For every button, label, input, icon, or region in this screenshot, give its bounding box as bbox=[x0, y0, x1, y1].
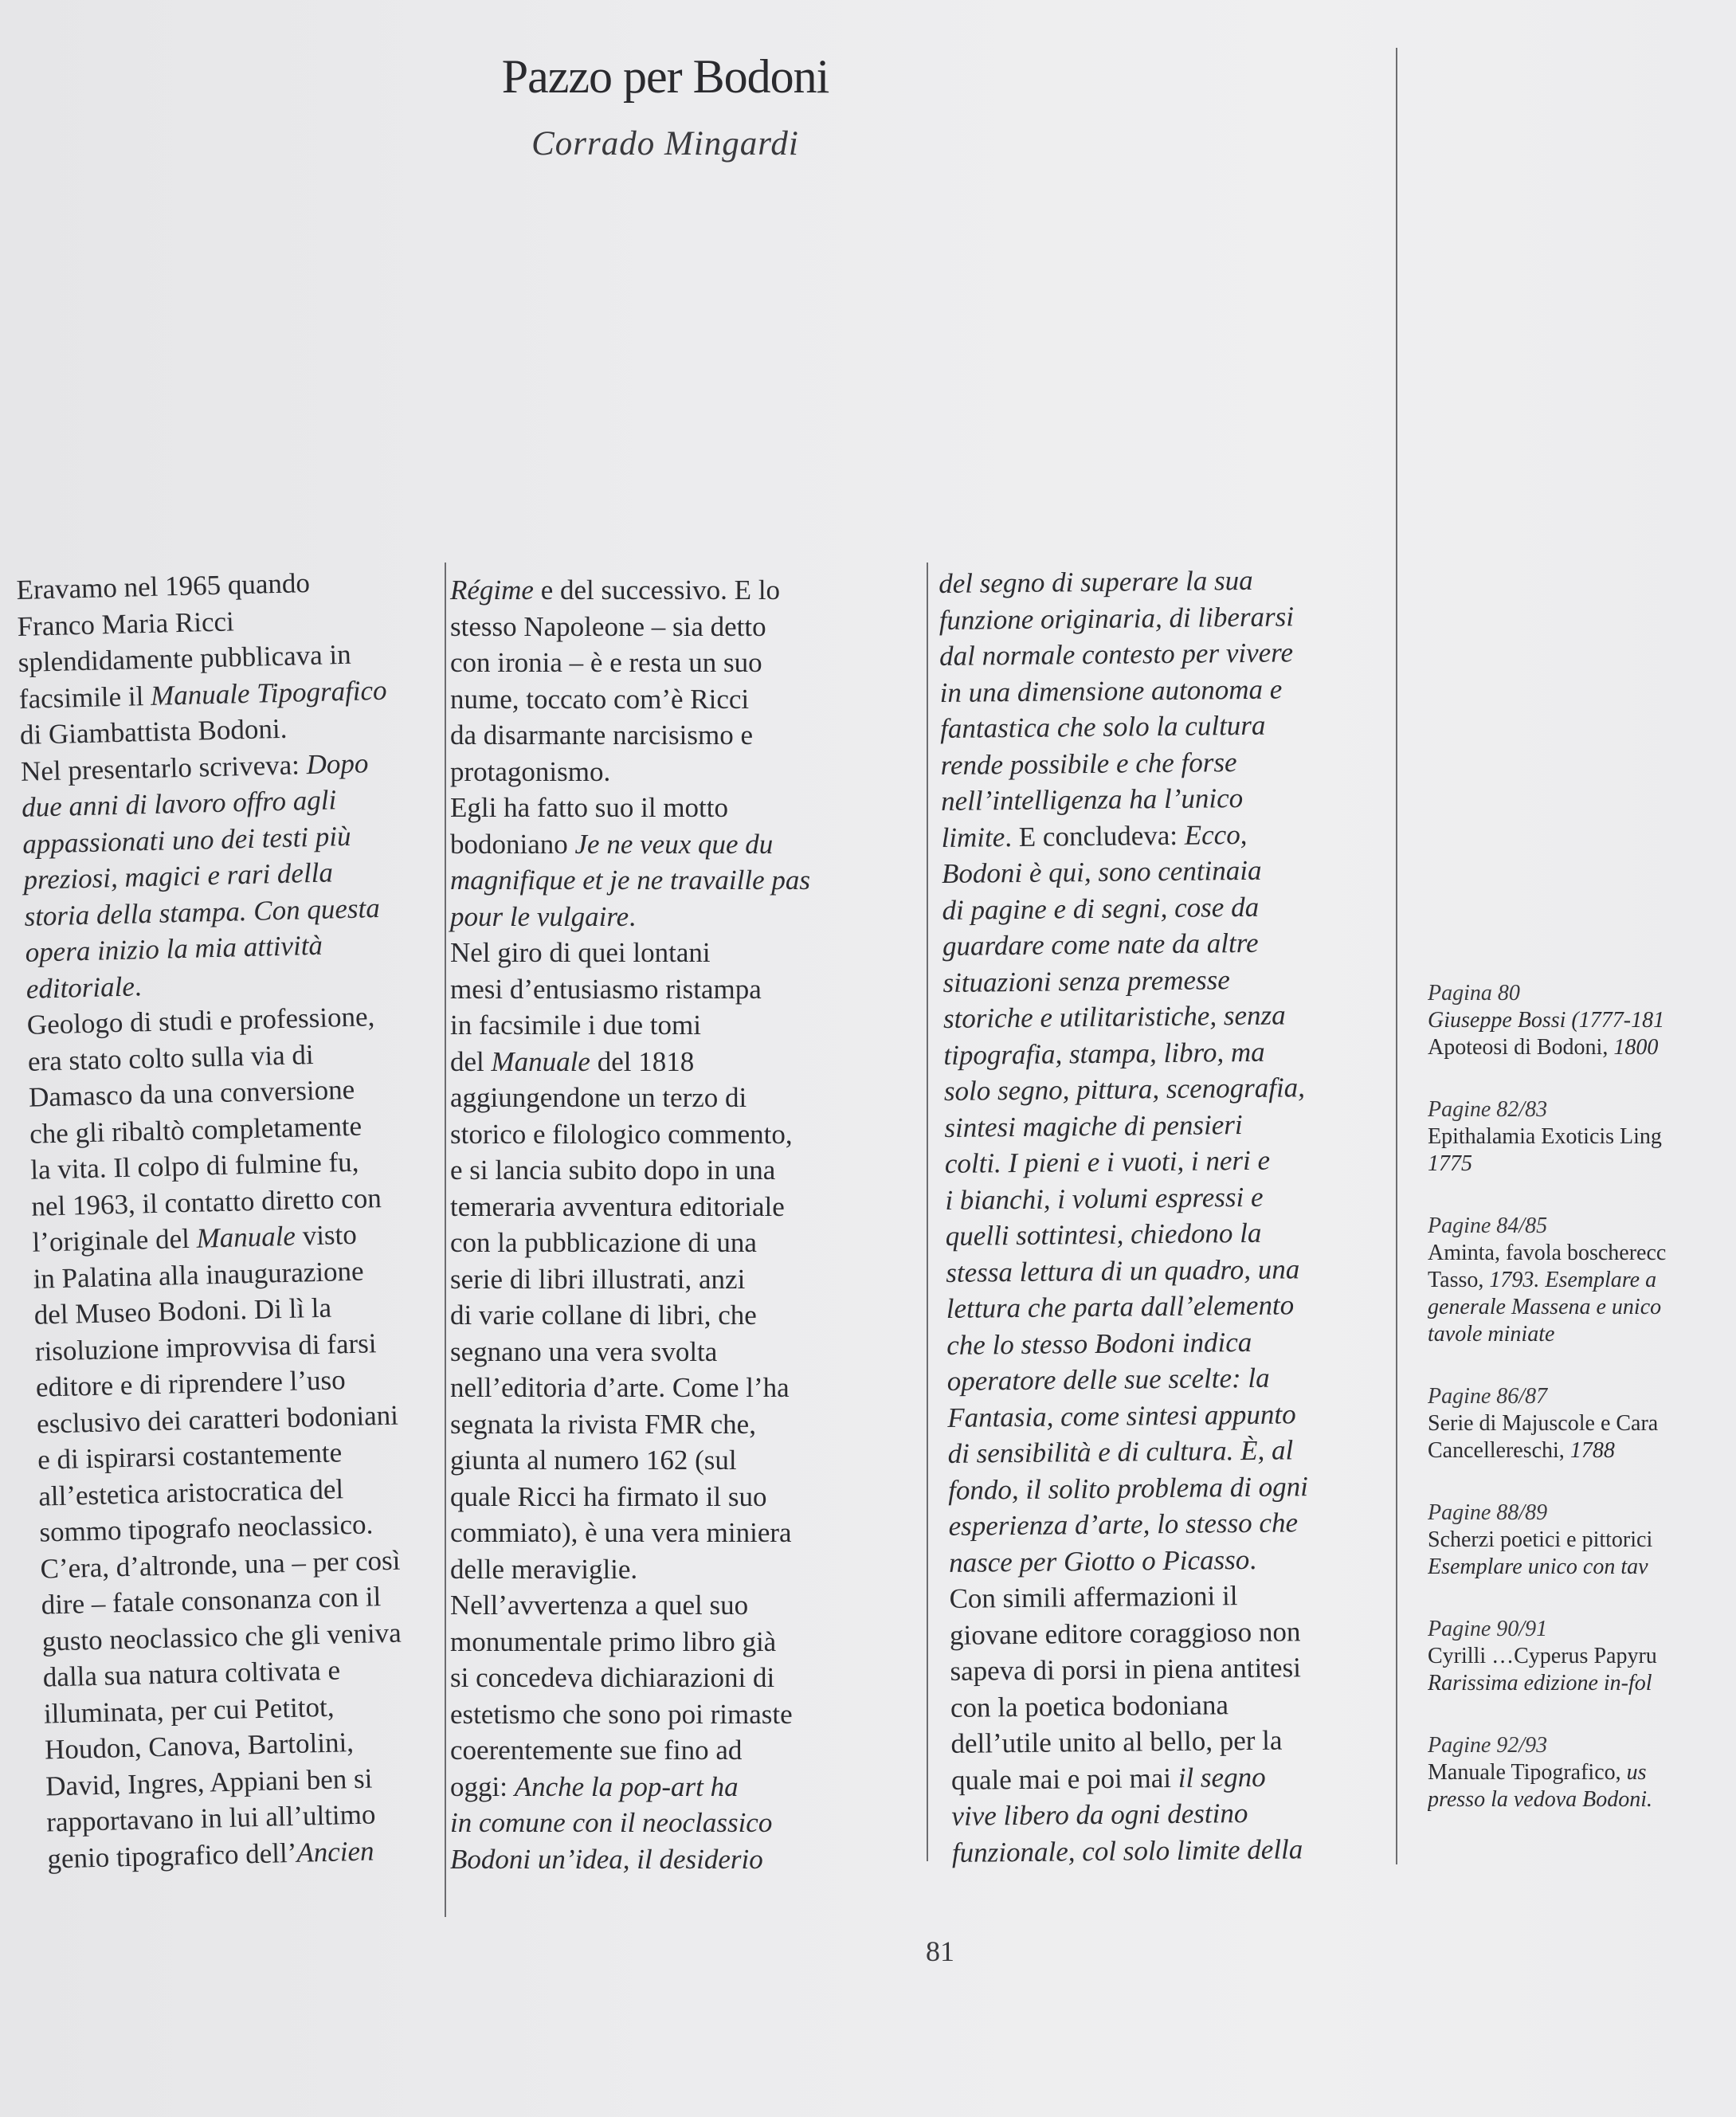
column-divider-right bbox=[1396, 48, 1397, 1864]
text-run: 1788 bbox=[1569, 1438, 1615, 1463]
text-run: sapeva di porsi in piena antitesi bbox=[950, 1652, 1302, 1687]
text-run: generale Massena e unico bbox=[1428, 1295, 1662, 1319]
text-run: stessa lettura di un quadro, una bbox=[946, 1253, 1300, 1288]
text-run: aggiungendone un terzo di bbox=[450, 1082, 747, 1113]
text-run: funzionale, col solo limite della bbox=[951, 1833, 1303, 1868]
text-run: e di ispirarsi costantemente bbox=[37, 1437, 343, 1476]
text-line bbox=[450, 790, 810, 826]
text-line bbox=[450, 1152, 810, 1189]
text-run: presso la vedova Bodoni. bbox=[1428, 1787, 1653, 1812]
text-run: Manuale bbox=[491, 1045, 590, 1077]
text-run: Régime bbox=[450, 574, 534, 606]
text-line bbox=[450, 862, 810, 899]
text-column-3 bbox=[939, 562, 1313, 1871]
text-line bbox=[450, 1515, 810, 1551]
text-line bbox=[450, 1007, 810, 1044]
caption-line bbox=[1428, 1267, 1736, 1294]
caption-line bbox=[1428, 1554, 1736, 1581]
text-run: Aminta, favola boscherecc bbox=[1428, 1241, 1667, 1265]
text-run: splendidamente pubblicava in bbox=[18, 638, 352, 678]
text-run: appassionati uno dei testi più bbox=[22, 820, 351, 860]
caption-line bbox=[1428, 1007, 1736, 1034]
text-run: dire – fatale consonanza con il bbox=[41, 1581, 382, 1621]
text-run: Geologo di studi e professione, bbox=[26, 1001, 375, 1041]
text-run: pour le vulgaire bbox=[450, 900, 629, 932]
text-line bbox=[450, 1805, 810, 1841]
text-run: Dopo bbox=[306, 747, 369, 780]
text-line bbox=[450, 971, 810, 1008]
text-line bbox=[450, 899, 810, 935]
text-line bbox=[940, 707, 1302, 747]
text-run: storico e filologico commento, bbox=[450, 1118, 793, 1150]
text-run: stesso Napoleone – sia detto bbox=[450, 610, 766, 642]
text-line bbox=[946, 1251, 1307, 1291]
text-run: . bbox=[134, 970, 143, 1002]
caption-line bbox=[1428, 1240, 1736, 1267]
text-run: magnifique et je ne travaille pas bbox=[450, 864, 810, 896]
text-line bbox=[950, 1649, 1311, 1689]
text-run: di sensibilità e di cultura. È, al bbox=[947, 1434, 1294, 1469]
text-line bbox=[943, 1033, 1305, 1073]
text-line bbox=[450, 1696, 810, 1733]
text-run: nell’intelligenza ha l’unico bbox=[940, 782, 1244, 817]
caption-block bbox=[1428, 1383, 1736, 1464]
text-run: fondo, il solito problema di ogni bbox=[947, 1470, 1309, 1506]
caption-block bbox=[1428, 1213, 1736, 1348]
text-line bbox=[939, 634, 1301, 674]
text-run: Ancien bbox=[296, 1835, 374, 1868]
text-run: giunta al numero 162 (sul bbox=[450, 1445, 737, 1476]
text-line bbox=[947, 1396, 1309, 1436]
text-run: del segno di superare la sua bbox=[939, 564, 1253, 599]
text-run: visto bbox=[295, 1218, 358, 1252]
caption-line bbox=[1428, 1294, 1736, 1321]
caption-line bbox=[1428, 1670, 1736, 1697]
caption-line bbox=[1428, 1410, 1736, 1437]
text-run: i bianchi, i volumi espressi e bbox=[945, 1181, 1264, 1216]
text-line bbox=[942, 961, 1304, 1001]
text-run: Con simili affermazioni il bbox=[949, 1580, 1238, 1614]
text-line bbox=[949, 1541, 1311, 1581]
caption-block bbox=[1428, 1096, 1736, 1178]
text-line bbox=[450, 1044, 810, 1080]
text-run: funzione originaria, di liberarsi bbox=[939, 600, 1295, 636]
text-run: in una dimensione autonoma e bbox=[939, 672, 1283, 708]
text-line bbox=[944, 1069, 1306, 1109]
caption-line bbox=[1428, 1437, 1736, 1464]
text-line bbox=[450, 1769, 810, 1805]
text-line bbox=[946, 1323, 1308, 1363]
text-run: in facsimile i due tomi bbox=[450, 1009, 701, 1041]
text-line bbox=[946, 1359, 1308, 1399]
text-line bbox=[450, 935, 810, 971]
caption-page-ref: Pagine 86/87 bbox=[1428, 1384, 1548, 1409]
caption-block bbox=[1428, 1732, 1736, 1813]
text-run: con la pubblicazione di una bbox=[450, 1227, 757, 1258]
text-run: facsimile il bbox=[18, 680, 151, 715]
text-run: David, Ingres, Appiani ben si bbox=[45, 1762, 373, 1802]
text-run: solo segno, pittura, scenografia, bbox=[943, 1072, 1306, 1107]
text-run: il segno bbox=[1178, 1761, 1266, 1794]
text-run: all’estetica aristocratica del bbox=[37, 1472, 344, 1512]
text-run: editoriale bbox=[25, 970, 135, 1005]
text-line bbox=[939, 562, 1300, 602]
text-run: giovane editore coraggioso non bbox=[949, 1615, 1301, 1651]
text-line bbox=[949, 1577, 1311, 1617]
text-run: mesi d’entusiasmo ristampa bbox=[450, 973, 762, 1005]
text-line bbox=[450, 572, 810, 609]
text-run: quale mai e poi mai bbox=[950, 1762, 1178, 1796]
text-line bbox=[939, 598, 1300, 638]
column-divider-2 bbox=[927, 563, 928, 1861]
text-run: Nel presentarlo scriveva: bbox=[20, 748, 308, 787]
text-run: Cancellereschi, bbox=[1428, 1438, 1570, 1463]
text-run: Tasso, bbox=[1428, 1268, 1490, 1292]
text-run: si concedeva dichiarazioni di bbox=[450, 1662, 775, 1693]
text-run: . E concludeva: bbox=[1005, 819, 1185, 853]
text-run: operatore delle sue scelte: la bbox=[946, 1362, 1270, 1397]
text-run: del bbox=[450, 1045, 492, 1077]
text-run: Egli ha fatto suo il motto bbox=[450, 792, 728, 823]
text-run: delle meraviglie. bbox=[450, 1553, 638, 1585]
text-run: segnata la rivista FMR che, bbox=[450, 1408, 756, 1440]
text-line bbox=[450, 826, 810, 863]
text-run: Damasco da una conversione bbox=[28, 1073, 355, 1113]
text-run: storia della stampa. Con questa bbox=[24, 892, 381, 932]
text-run: nel 1963, il contatto diretto con bbox=[30, 1182, 382, 1222]
text-line bbox=[450, 1225, 810, 1261]
text-run: nume, toccato com’è Ricci bbox=[450, 683, 750, 715]
text-run: us bbox=[1626, 1760, 1647, 1785]
text-line bbox=[450, 1297, 810, 1334]
text-run: . bbox=[629, 900, 636, 932]
text-run: monumentale primo libro già bbox=[450, 1625, 777, 1657]
text-line bbox=[450, 717, 810, 754]
caption-line bbox=[1428, 1527, 1736, 1554]
text-run: risoluzione improvvisa di farsi bbox=[34, 1327, 377, 1367]
text-line bbox=[951, 1794, 1313, 1834]
caption-block bbox=[1428, 1500, 1736, 1581]
text-run: rapportavano in lui all’ultimo bbox=[45, 1798, 376, 1838]
caption-block bbox=[1428, 980, 1736, 1061]
text-run: con ironia – è e resta un suo bbox=[450, 647, 762, 678]
caption-line bbox=[1428, 1151, 1736, 1178]
text-run: tipografia, stampa, libro, ma bbox=[943, 1036, 1265, 1071]
text-run: fantastica che solo la cultura bbox=[939, 709, 1266, 744]
caption-line bbox=[1428, 1321, 1736, 1348]
text-run: che gli ribaltò completamente bbox=[29, 1110, 362, 1150]
text-run: dell’utile unito al bello, per la bbox=[950, 1724, 1283, 1759]
text-run: colti. I pieni e i vuoti, i neri e bbox=[944, 1144, 1271, 1179]
text-run: esclusivo dei caratteri bodoniani bbox=[36, 1399, 399, 1440]
text-run: dal normale contesto per vivere bbox=[939, 637, 1294, 672]
text-run: Bodoni è qui, sono centinaia bbox=[941, 854, 1262, 889]
text-run: Houdon, Canova, Bartolini, bbox=[44, 1727, 355, 1766]
text-run: Nell’avvertenza a quel suo bbox=[450, 1590, 749, 1621]
article-title: Pazzo per Bodoni bbox=[501, 50, 829, 103]
text-run: di pagine e di segni, cose da bbox=[942, 891, 1260, 926]
text-run: vive libero da ogni destino bbox=[951, 1797, 1248, 1832]
text-run: nell’editoria d’arte. Come l’ha bbox=[450, 1372, 790, 1403]
text-line bbox=[450, 1479, 810, 1515]
text-line bbox=[950, 1613, 1311, 1653]
text-run: genio tipografico dell’ bbox=[46, 1837, 297, 1875]
text-line bbox=[450, 1261, 810, 1298]
text-run: serie di libri illustrati, anzi bbox=[450, 1263, 746, 1295]
column-divider-1 bbox=[445, 563, 446, 1917]
text-run: la vita. Il colpo di fulmine fu, bbox=[29, 1146, 359, 1186]
text-line bbox=[947, 1432, 1309, 1472]
text-run: era stato colto sulla via di bbox=[27, 1038, 315, 1077]
caption-line bbox=[1428, 1759, 1736, 1786]
text-run: in Palatina alla inaugurazione bbox=[33, 1255, 365, 1295]
text-line bbox=[450, 1442, 810, 1479]
text-line bbox=[945, 1142, 1307, 1182]
text-run: commiato), è una vera miniera bbox=[450, 1517, 792, 1548]
text-run: due anni di lavoro offro agli bbox=[21, 784, 337, 823]
text-run: e si lancia subito dopo in una bbox=[450, 1155, 776, 1186]
text-run: Anche la pop-art ha bbox=[514, 1770, 739, 1802]
caption-line bbox=[1428, 1123, 1736, 1151]
text-line bbox=[945, 1178, 1307, 1218]
text-line bbox=[948, 1468, 1310, 1508]
text-run: tavole miniate bbox=[1428, 1322, 1555, 1347]
text-run: Je ne veux que du bbox=[574, 828, 774, 860]
text-run: limite bbox=[941, 821, 1005, 853]
text-line bbox=[950, 1686, 1312, 1726]
text-run: protagonismo. bbox=[450, 755, 611, 787]
article-author: Corrado Mingardi bbox=[531, 125, 799, 163]
text-line bbox=[450, 754, 810, 790]
text-line bbox=[450, 681, 810, 718]
text-run: del 1818 bbox=[590, 1045, 695, 1077]
text-run: esperienza d’arte, lo stesso che bbox=[948, 1507, 1299, 1542]
text-line bbox=[450, 1841, 810, 1878]
text-run: Manuale bbox=[196, 1220, 296, 1254]
text-line bbox=[946, 1214, 1307, 1254]
text-line bbox=[450, 645, 810, 681]
text-run: di varie collane di libri, che bbox=[450, 1300, 757, 1331]
text-line bbox=[939, 671, 1301, 711]
text-line bbox=[948, 1504, 1310, 1544]
caption-page-ref: Pagine 92/93 bbox=[1428, 1733, 1548, 1758]
text-line bbox=[450, 609, 810, 645]
text-run: sommo tipografo neoclassico. bbox=[38, 1508, 374, 1548]
text-run: Manuale Tipografico bbox=[150, 674, 387, 712]
text-run: Bodoni un’idea, il desiderio bbox=[450, 1843, 763, 1875]
text-run: Manuale Tipografico, bbox=[1428, 1760, 1627, 1785]
text-run: 1775 bbox=[1428, 1151, 1472, 1176]
text-run: oggi: bbox=[450, 1770, 515, 1802]
text-run: Scherzi poetici e pittorici bbox=[1428, 1527, 1653, 1552]
text-run: quale Ricci ha firmato il suo bbox=[450, 1480, 767, 1512]
text-line bbox=[450, 1551, 810, 1588]
text-run: rende possibile e che forse bbox=[940, 746, 1237, 781]
text-line bbox=[942, 924, 1304, 964]
text-run: Ecco, bbox=[1184, 818, 1248, 851]
text-run: di Giambattista Bodoni. bbox=[19, 712, 288, 751]
caption-line bbox=[1428, 1786, 1736, 1813]
caption-line bbox=[1428, 1643, 1736, 1670]
text-run: con la poetica bodoniana bbox=[950, 1688, 1229, 1723]
text-run: in comune con il neoclassico bbox=[450, 1807, 773, 1838]
text-run: situazioni senza premesse bbox=[942, 963, 1231, 998]
text-line bbox=[946, 1287, 1308, 1327]
image-captions bbox=[1428, 980, 1736, 1848]
text-run: da disarmante narcisismo e bbox=[450, 719, 754, 751]
text-run: Eravamo nel 1965 quando bbox=[16, 566, 311, 606]
text-run: e del successivo. E lo bbox=[533, 574, 781, 606]
text-run: quelli sottintesi, chiedono la bbox=[945, 1217, 1262, 1252]
text-line bbox=[952, 1831, 1314, 1871]
text-run: editore e di riprendere l’uso bbox=[35, 1364, 347, 1403]
caption-page-ref: Pagine 82/83 bbox=[1428, 1097, 1548, 1122]
text-run: opera inizio la mia attività bbox=[25, 929, 323, 968]
text-line bbox=[450, 1660, 810, 1696]
text-line bbox=[940, 743, 1302, 783]
text-run: lettura che parta dall’elemento bbox=[946, 1289, 1295, 1324]
text-run: Rarissima edizione in-fol bbox=[1428, 1671, 1652, 1696]
text-run: Esemplare unico con tav bbox=[1428, 1554, 1648, 1579]
text-run: del Museo Bodoni. Di lì la bbox=[33, 1292, 332, 1331]
text-run: bodoniano bbox=[450, 828, 575, 860]
text-run: illuminata, per cui Petitot, bbox=[43, 1691, 335, 1730]
text-run: 1800 bbox=[1613, 1035, 1659, 1060]
text-run: segnano una vera svolta bbox=[450, 1335, 718, 1367]
text-run: nasce per Giotto o Picasso bbox=[948, 1543, 1250, 1578]
text-line bbox=[942, 852, 1303, 892]
text-run: sintesi magiche di pensieri bbox=[944, 1108, 1243, 1143]
text-run: Serie di Majuscole e Cara bbox=[1428, 1411, 1659, 1436]
text-column-1 bbox=[16, 563, 416, 1877]
text-line bbox=[951, 1758, 1313, 1798]
text-line bbox=[450, 1406, 810, 1443]
text-run: . bbox=[1249, 1543, 1257, 1575]
text-run: storiche e utilitaristiche, senza bbox=[942, 999, 1286, 1034]
text-line bbox=[450, 1587, 810, 1624]
text-line bbox=[944, 1106, 1306, 1146]
caption-block bbox=[1428, 1616, 1736, 1697]
text-line bbox=[450, 1334, 810, 1370]
text-run: Cyrilli …Cyperus Papyru bbox=[1428, 1644, 1657, 1668]
text-run: che lo stesso Bodoni indica bbox=[946, 1326, 1252, 1361]
text-run: coerentemente sue fino ad bbox=[450, 1735, 743, 1766]
text-run: Fantasia, come sintesi appunto bbox=[946, 1398, 1296, 1433]
text-run: preziosi, magici e rari della bbox=[22, 857, 334, 896]
text-line bbox=[943, 997, 1305, 1037]
caption-line bbox=[1428, 1034, 1736, 1061]
text-line bbox=[450, 1080, 810, 1116]
text-line bbox=[950, 1722, 1312, 1762]
text-run: temeraria avventura editoriale bbox=[450, 1190, 785, 1222]
text-run: Franco Maria Ricci bbox=[17, 605, 235, 642]
text-run: estetismo che sono poi rimaste bbox=[450, 1698, 793, 1730]
text-line bbox=[450, 1370, 810, 1406]
text-run: Nel giro di quei lontani bbox=[450, 937, 711, 968]
text-line bbox=[450, 1189, 810, 1225]
text-run: gusto neoclassico che gli veniva bbox=[41, 1617, 402, 1657]
text-line bbox=[941, 816, 1303, 856]
text-column-2 bbox=[450, 572, 810, 1877]
text-run: 1793. Esemplare a bbox=[1489, 1268, 1657, 1292]
text-run: Apoteosi di Bodoni, bbox=[1428, 1035, 1614, 1060]
page-number: 81 bbox=[926, 1935, 954, 1967]
text-run: l’originale del bbox=[32, 1222, 198, 1258]
text-line bbox=[450, 1624, 810, 1660]
text-run: dalla sua natura coltivata e bbox=[42, 1654, 341, 1693]
text-run: Epithalamia Exoticis Ling bbox=[1428, 1124, 1662, 1149]
caption-page-ref: Pagine 90/91 bbox=[1428, 1617, 1548, 1641]
text-line bbox=[450, 1732, 810, 1769]
text-line bbox=[450, 1116, 810, 1153]
text-line bbox=[941, 779, 1303, 819]
text-run: guardare come nate da altre bbox=[942, 927, 1259, 962]
text-run: Giuseppe Bossi (1777-181 bbox=[1428, 1008, 1665, 1033]
caption-page-ref: Pagina 80 bbox=[1428, 981, 1520, 1006]
text-line bbox=[942, 888, 1303, 928]
caption-page-ref: Pagine 84/85 bbox=[1428, 1213, 1548, 1238]
caption-page-ref: Pagine 88/89 bbox=[1428, 1500, 1548, 1525]
text-run: C’era, d’altronde, una – per così bbox=[40, 1544, 401, 1585]
